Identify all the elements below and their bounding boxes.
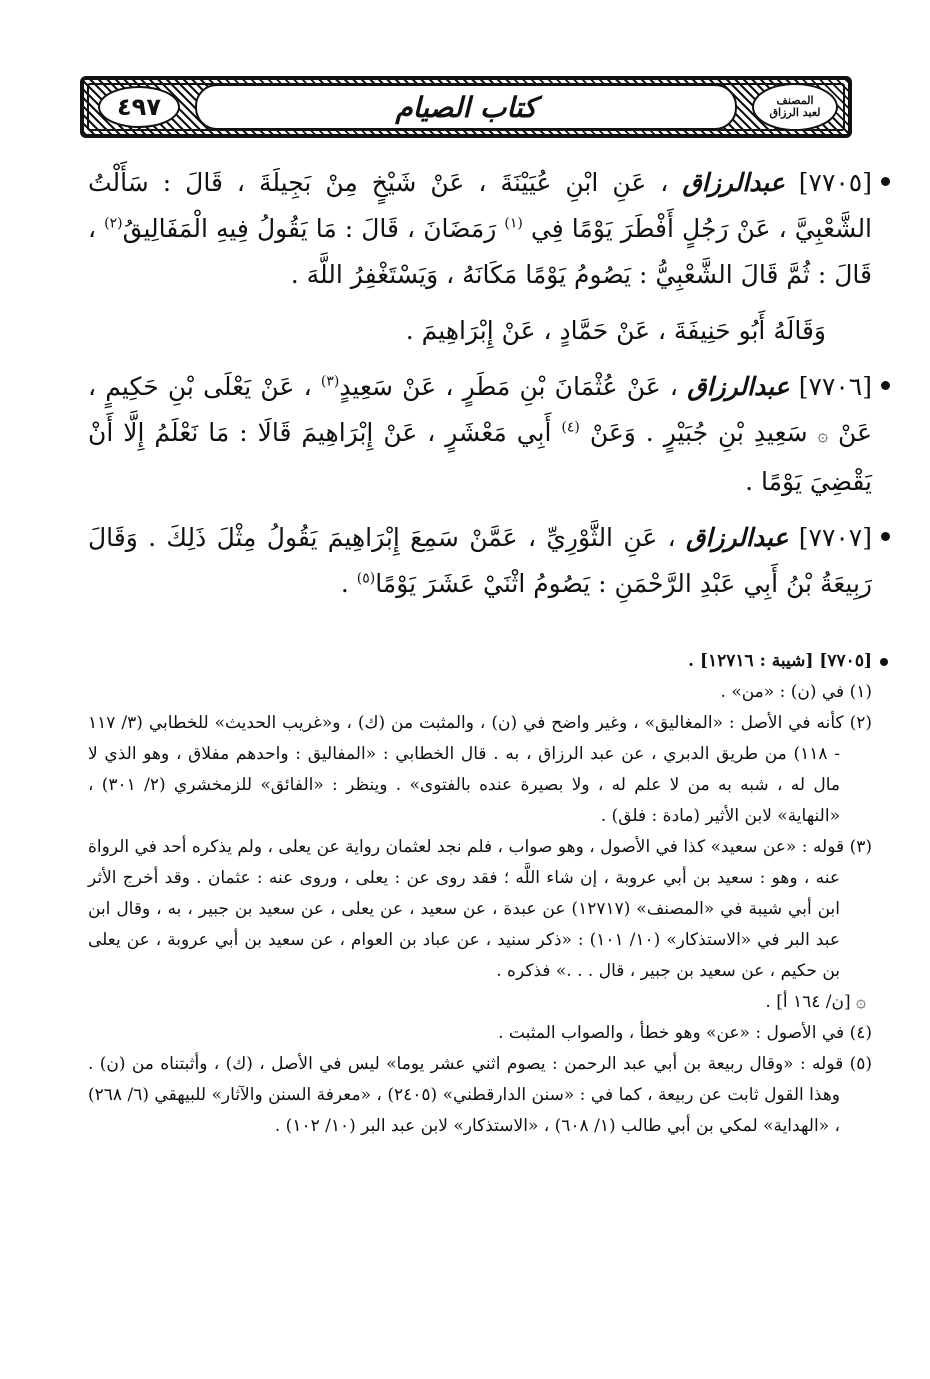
hadith-number: [٧٧٠٦] [798, 372, 872, 401]
hadith-text: ، عَنِ ابْنِ عُيَيْنَةَ ، عَنْ شَيْخٍ مِنْ بَجِيلَةَ ، قَالَ : سَأَلْتُ الشَّعْبِيَّ ، عَنْ رَجُلٍ أَفْطَرَ يَوْمًا فِي [88, 168, 873, 243]
bullet-icon [880, 658, 888, 666]
footnote-5: (٥) قوله : «وقال ربيعة بن أبي عبد الرحمن : يصوم اثني عشر يوما» ليس في الأصل ، (ك) ، وأثبتناه من (ن) . وهذا القول ثابت عن ربيعة ، كما في : «سنن الدارقطني» (٢٤٠٥) ، «معرفة السنن والآثار» للبيهقي (٦/ ٢٦٨) ، «الهداية» لمكي بن أبي طالب (١/ ٦٠٨) ، «الاستذكار» لابن عبد البر (١٠/ ١٠٢) . [88, 1054, 872, 1136]
bullet-icon [881, 532, 890, 541]
footnote-2: (٢) كأنه في الأصل : «المغاليق» ، وغير واضح في (ن) ، والمثبت من (ك) ، و«غريب الحديث» للخطابي (٣/ ١١٧ - ١١٨) من طريق الدبري ، عن عبد الرزاق ، به . قال الخطابي : «المفاليق : واحدهم مفلاق ، وهو الذي لا مال له ، شبه به من لا علم له ، ولا بصيرة عنده بالفتوى» . وينظر : «الفائق» للزمخشري (٢/ ٣٠١) ، «النهاية» لابن الأثير (مادة : فلق) . [88, 713, 872, 826]
manuscript-pointer-icon: ۞ [817, 425, 829, 446]
hadith-number: [٧٧٠٧] [798, 523, 872, 552]
footnote-ref: (٤) [561, 419, 580, 436]
hadith-number: [٧٧٠٥] [798, 168, 872, 197]
author-name: عبدالرزاق [686, 523, 789, 552]
source-ref-text: [٧٧٠٥] [شيبة : ١٢٧١٦] . [688, 651, 872, 671]
footnote-3: (٣) قوله : «عن سعيد» كذا في الأصول ، وهو صواب ، فلم نجد لعثمان رواية عن يعلى ، ولم يذكره أحد في الرواة عنه ، وهو : سعيد بن أبي عروبة ، إن شاء اللَّه ؛ فقد روى عن : يعلى ، وروى عنه : عثمان . وقد أخرج الأثر ابن أبي شيبة في «المصنف» (١٢٧١٧) عن عبدة ، عن سعيد ، عن يعلى ، عن سعيد بن جبير ، به ، وقال ابن عبد البر في «الاستذكار» (١٠/ ١٠١) : «ذكر سنيد ، عن عباد بن العوام ، عن سعيد بن أبي عروبة ، عن يعلى بن حكيم ، عن سعيد بن جبير ، قال . . .» فذكره . [88, 837, 872, 981]
footnote-ref: (٣) [320, 373, 340, 390]
hadith-subline: وَقَالَهُ أَبُو حَنِيفَةَ ، عَنْ حَمَّادٍ ، عَنْ إِبْرَاهِيمَ . [405, 316, 826, 345]
bullet-icon [881, 381, 890, 390]
page-number: ٤٩٧ [98, 86, 180, 128]
book-title-cartouche [195, 84, 737, 130]
footnote-ref: (٥) [356, 570, 376, 587]
main-text [88, 160, 872, 607]
manuscript-folio-note: ۞ [ن/ ١٦٤ أ] . [765, 992, 866, 1012]
hadith-text: ، عَنْ يَعْلَى بْنِ حَكِيمٍ ، عَنْ [88, 372, 872, 447]
hadith-text: أَبِي مَعْشَرٍ ، عَنْ إِبْرَاهِيمَ قَالَا : مَا نَعْلَمُ إِلَّا أَنْ يَقْضِيَ يَوْمًا . [88, 418, 872, 496]
hadith-text: . [340, 569, 349, 598]
hadith-text: ، عَنْ عُثْمَانَ بْنِ مَطَرٍ ، عَنْ سَعِيدٍ [339, 372, 678, 401]
footnote-1: (١) في (ن) : «من» . [720, 682, 872, 702]
footnote-source-ref [88, 646, 872, 677]
book-title: كتاب الصيام [395, 90, 537, 124]
hadith-entry-7705 [88, 160, 872, 298]
publisher-seal [752, 83, 838, 131]
hadith-text: رَمَضَانَ ، قَالَ : مَا يَقُولُ فِيهِ الْمَفَالِيقُ [122, 214, 497, 243]
footnote-ref: (١) [504, 215, 523, 232]
page-header-banner [80, 76, 852, 138]
hadith-text: ، عَنِ الثَّوْرِيِّ ، عَمَّنْ سَمِعَ إِبْرَاهِيمَ يَقُولُ مِثْلَ ذَلِكَ . وَقَالَ رَبِيعَةُ بْنُ أَبِي عَبْدِ الرَّحْمَنِ : يَصُومُ اثْنَيْ عَشَرَ يَوْمًا [88, 523, 872, 598]
author-name: عبدالرزاق [687, 372, 790, 401]
seal-line-1: المصنف [776, 94, 814, 108]
author-name: عبدالرزاق [682, 168, 785, 197]
seal-line-2: لعبد الرزاق [769, 106, 821, 119]
footnotes [88, 646, 872, 1142]
hadith-entry-7707 [88, 515, 872, 607]
hadith-text: سَعِيدِ بْنِ جُبَيْرٍ . وَعَنْ [589, 418, 808, 447]
hadith-text: ، قَالَ : ثُمَّ قَالَ الشَّعْبِيُّ : يَصُومُ يَوْمًا مَكَانَهُ ، وَيَسْتَغْفِرُ اللَّهَ . [88, 214, 872, 289]
hadith-entry-7706 [88, 364, 872, 505]
footnote-4: (٤) في الأصول : «عن» وهو خطأ ، والصواب المثبت . [498, 1023, 872, 1043]
footnote-ref: (٢) [104, 215, 123, 232]
bullet-icon [881, 177, 890, 186]
